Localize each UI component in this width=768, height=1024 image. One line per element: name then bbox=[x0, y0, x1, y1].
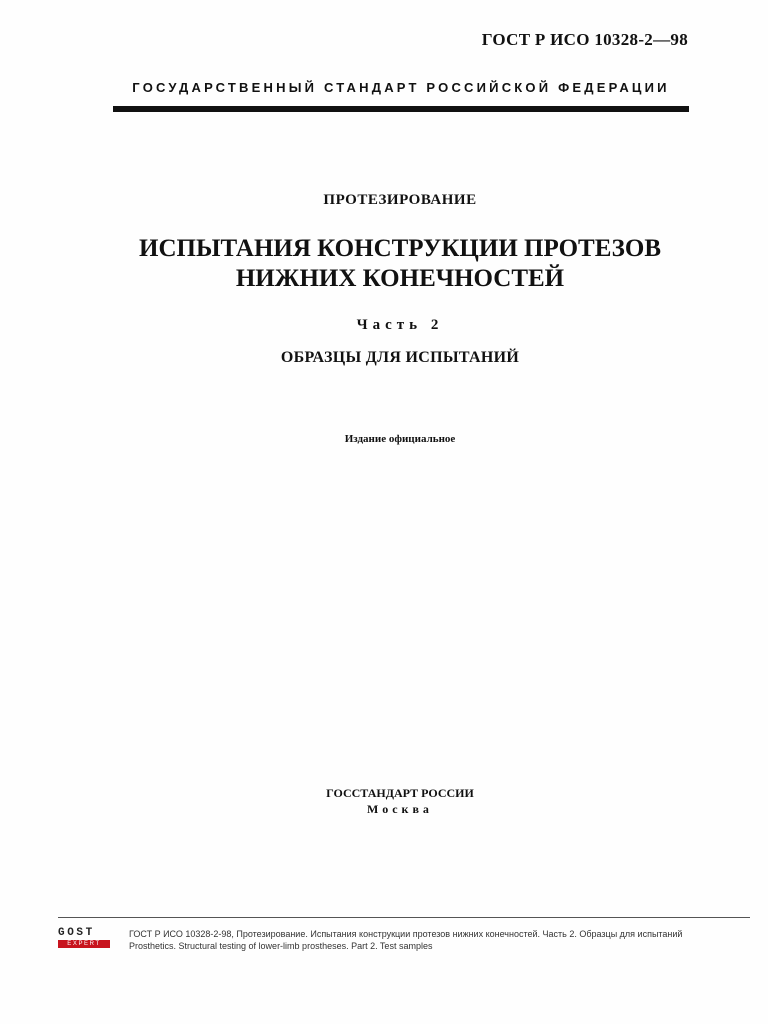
edition-label: Издание официальное bbox=[344, 433, 456, 445]
header-rule bbox=[113, 106, 689, 112]
footer-line-en: Prosthetics. Structural testing of lower-limb prostheses. Part 2. Test samples bbox=[129, 941, 433, 951]
title-line-1: ИСПЫТАНИЯ КОНСТРУКЦИИ ПРОТЕЗОВ bbox=[139, 235, 661, 262]
title-line-2: НИЖНИХ КОНЕЧНОСТЕЙ bbox=[235, 265, 565, 292]
logo-top-text: GOST bbox=[58, 927, 95, 939]
publisher-city: Москва bbox=[367, 802, 433, 816]
gost-number: ГОСТ Р ИСО 10328-2—98 bbox=[481, 30, 688, 49]
document-subtitle: ОБРАЗЦЫ ДЛЯ ИСПЫТАНИЙ bbox=[280, 349, 520, 366]
footer-line-ru: ГОСТ Р ИСО 10328-2-98, Протезирование. Испытания конструкции протезов нижних конечностей. Часть 2. Образцы для испытаний bbox=[129, 929, 683, 939]
footer-text bbox=[129, 928, 749, 952]
logo-bottom-text: EXPERT bbox=[58, 940, 110, 948]
publisher-name: ГОССТАНДАРТ РОССИИ bbox=[326, 786, 474, 800]
footer-divider bbox=[58, 917, 750, 918]
state-standard-heading: ГОСУДАРСТВЕННЫЙ СТАНДАРТ РОССИЙСКОЙ ФЕДЕРАЦИИ bbox=[132, 80, 670, 95]
document-title bbox=[0, 234, 768, 294]
section-title: ПРОТЕЗИРОВАНИЕ bbox=[323, 192, 477, 208]
part-number: Часть 2 bbox=[356, 317, 444, 333]
gost-expert-logo bbox=[58, 927, 110, 949]
